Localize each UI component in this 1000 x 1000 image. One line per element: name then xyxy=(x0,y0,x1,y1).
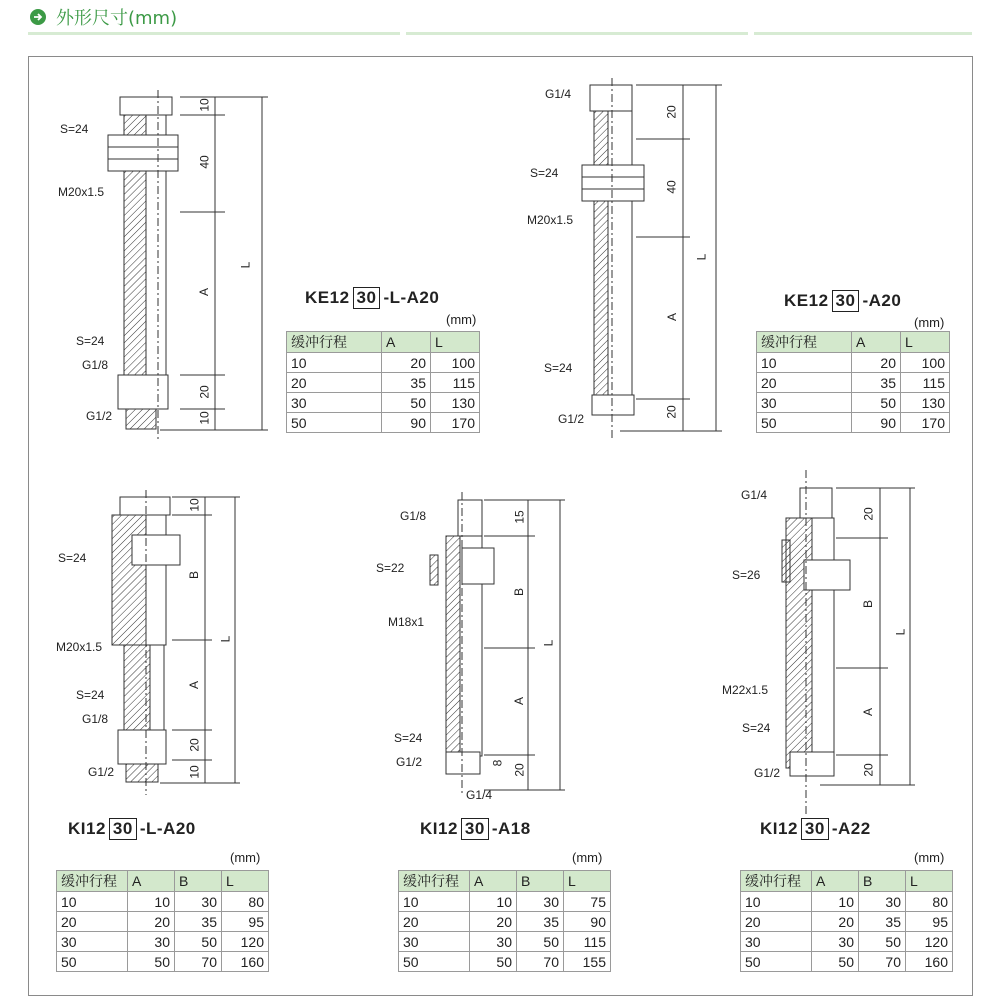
model-title: KE12 30 -A20 xyxy=(784,291,902,310)
dim-label: A xyxy=(665,312,680,322)
label: S=24 xyxy=(60,122,89,136)
label: G1/8 xyxy=(82,358,109,372)
dim-label: L xyxy=(694,253,709,261)
dim-label: B xyxy=(861,599,876,609)
dim-label: 40 xyxy=(197,155,212,169)
spec-table: 缓冲行程 A B L 10 10 30 80 20 20 35 95 30 30 50 120 50 50 70 160 xyxy=(740,870,953,972)
label: G1/8 xyxy=(82,712,109,726)
dim-label: 20 xyxy=(664,405,679,419)
unit-label: (mm) xyxy=(914,315,945,330)
label: M20x1.5 xyxy=(527,213,574,227)
dim-label: 10 xyxy=(187,765,202,779)
drawing-ki12-a22 xyxy=(782,470,915,815)
label: S=22 xyxy=(376,561,405,575)
label: M20x1.5 xyxy=(58,185,105,199)
spec-table: 缓冲行程 A L 10 20 100 20 35 115 30 50 130 50 90 170 xyxy=(286,331,480,433)
unit-label: (mm) xyxy=(446,312,477,327)
label: G1/4 xyxy=(545,87,572,101)
label: M20x1.5 xyxy=(56,640,103,654)
dim-label: L xyxy=(238,261,253,269)
label: G1/2 xyxy=(754,766,781,780)
dim-label: 10 xyxy=(187,498,202,512)
dim-label: 10 xyxy=(197,411,212,425)
dim-label: 20 xyxy=(664,105,679,119)
spec-table: 缓冲行程 A B L 10 10 30 80 20 20 35 95 30 30 50 120 50 50 70 160 xyxy=(56,870,269,972)
dim-label: L xyxy=(218,635,233,643)
label: M22x1.5 xyxy=(722,683,769,697)
dim-label: 20 xyxy=(512,763,527,777)
drawing-ki12-l xyxy=(112,490,240,795)
label: G1/2 xyxy=(396,755,423,769)
model-title: KI12 30 -A18 xyxy=(420,819,531,838)
dim-label: A xyxy=(512,696,527,706)
dim-label: A xyxy=(197,287,212,297)
dim-label: 20 xyxy=(861,763,876,777)
spec-table: 缓冲行程 A L 10 20 100 20 35 115 30 50 130 50 90 170 xyxy=(756,331,950,433)
dim-label: A xyxy=(187,680,202,690)
label: G1/4 xyxy=(466,788,493,802)
model-title: KI12 30 -A22 xyxy=(760,819,871,838)
model-title: KI12 30 -L-A20 xyxy=(68,819,196,838)
spec-table: 缓冲行程 A B L 10 10 30 75 20 20 35 90 30 30 50 115 50 50 70 155 xyxy=(398,870,611,972)
label: S=24 xyxy=(76,334,105,348)
label: S=26 xyxy=(732,568,761,582)
unit-label: (mm) xyxy=(230,850,261,865)
dim-label: 8 xyxy=(490,759,505,767)
dim-label: L xyxy=(893,628,908,636)
dim-label: 20 xyxy=(861,507,876,521)
label: G1/2 xyxy=(86,409,113,423)
dim-label: 20 xyxy=(187,738,202,752)
dim-label: 10 xyxy=(197,98,212,112)
label: S=24 xyxy=(544,361,573,375)
label: G1/4 xyxy=(741,488,768,502)
dim-label: L xyxy=(541,639,556,647)
label: S=24 xyxy=(76,688,105,702)
label: G1/8 xyxy=(400,509,427,523)
dim-label: 15 xyxy=(512,510,527,524)
label: S=24 xyxy=(58,551,87,565)
unit-label: (mm) xyxy=(914,850,945,865)
section-title: 外形尺寸(mm) xyxy=(56,8,178,29)
dim-label: B xyxy=(187,570,202,580)
dim-label: A xyxy=(861,707,876,717)
label: G1/2 xyxy=(558,412,585,426)
label: G1/2 xyxy=(88,765,115,779)
label: S=24 xyxy=(530,166,559,180)
dim-label: B xyxy=(512,587,527,597)
unit-label: (mm) xyxy=(572,850,603,865)
label: S=24 xyxy=(742,721,771,735)
dim-label: 20 xyxy=(197,385,212,399)
label: M18x1 xyxy=(388,615,425,629)
label: S=24 xyxy=(394,731,423,745)
dim-label: 40 xyxy=(664,180,679,194)
model-title: KE12 30 -L-A20 xyxy=(305,288,440,307)
